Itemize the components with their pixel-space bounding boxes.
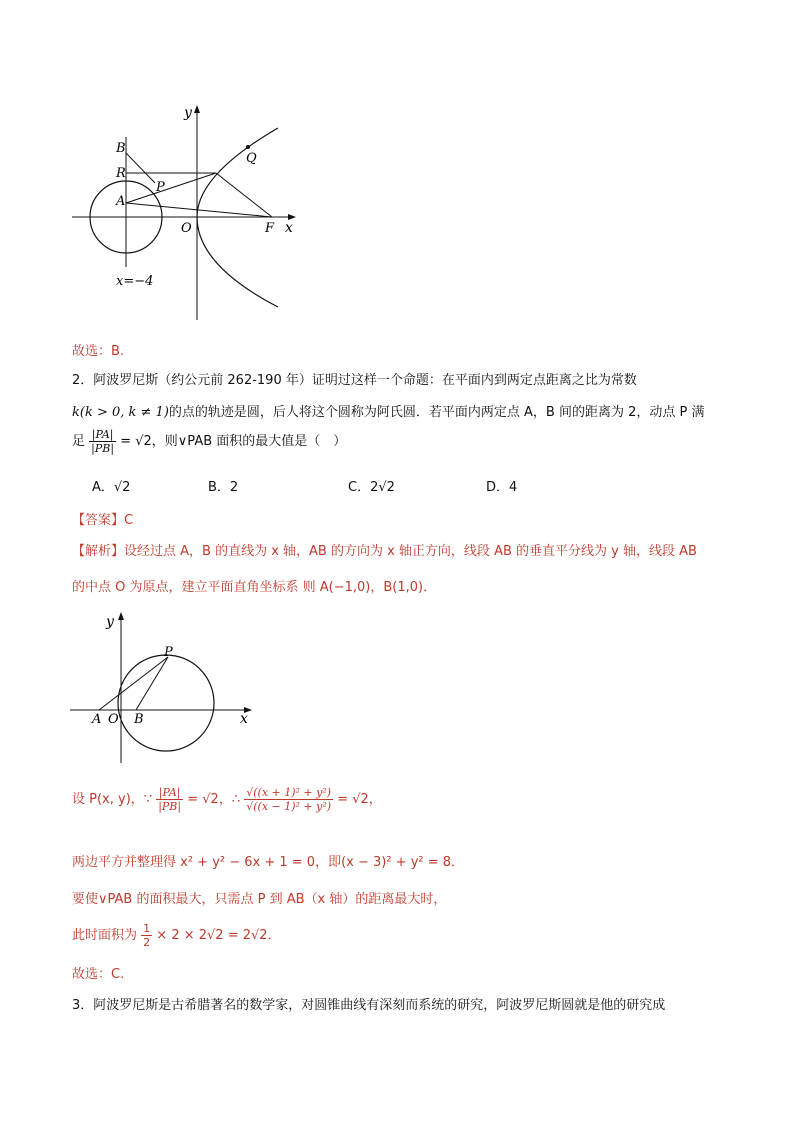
fig2-label-P: P [164,645,173,660]
fig2-label-x: x [240,711,248,727]
q2-line3-suffix: ，则∨PAB 面积的最大值是（ ） [151,434,347,449]
answer-tag: 【答案】C [72,513,134,528]
q2-ratio-eq: = √2 [120,434,152,449]
fig2-label-B: B [134,712,144,727]
label-F: F [265,221,275,236]
label-Q: Q [246,151,257,166]
figure-parabola [60,95,310,325]
derivation-line1 [72,786,382,813]
analysis-line2: 的中点 O 为原点，建立平面直角坐标系 则 A(−1,0)，B(1,0)． [72,580,437,595]
q2-line3 [72,428,346,455]
option-d: D．4 [486,480,518,495]
q2-line2-math: k(k > 0, k ≠ 1) [72,405,169,420]
fig2-label-A: A [92,712,102,727]
label-P: P [156,180,165,195]
ratio-frac-1: $\frac{|PA|}{|PB|}$ [158,786,182,813]
set-p: 设 P(x, y)，∵ [72,792,153,807]
label-O: O [181,221,192,236]
label-directrix: x=−4 [116,274,154,289]
answer-c: 故选：C. [72,967,125,982]
option-c: C．2√2 [348,480,395,495]
half-frac: $\frac{1}{2}$ [143,922,151,949]
q2-line2 [72,401,705,420]
option-b: B．2 [208,480,239,495]
area-suffix: × 2 × 2√2 = 2√2． [156,928,281,943]
fig2-label-y: y [106,614,114,630]
line-max: 要使∨PAB 的面积最大，只需点 P 到 AB（x 轴）的距离最大时， [72,892,447,907]
analysis-line1: 【解析】设经过点 A，B 的直线为 x 轴，AB 的方向为 x 轴正方向，线段 AB 的垂直平分线为 y 轴，线段 AB [72,544,697,559]
q3-line1: 3．阿波罗尼斯是古希腊著名的数学家，对圆锥曲线有深刻而系统的研究，阿波罗尼斯圆就是他的研究成 [72,998,666,1013]
eq1: = √2，∴ [187,792,241,807]
line-area [72,922,281,949]
ratio-frac-2: $\frac{\text{√((x + 1)² + y²)}}{\text{√((x − 1)² + y²)}}$ [246,786,332,813]
option-a: A．√2 [92,480,131,495]
label-A: A [116,194,126,209]
eq2: = √2， [337,792,382,807]
label-x: x [285,220,293,236]
label-R: R [116,166,126,181]
q2-line1: 2．阿波罗尼斯（约公元前 262-190 年）证明过这样一个命题：在平面内到两定点距离之比为常数 [72,373,637,388]
figure-apollonius-circle [66,608,266,766]
area-prefix: 此时面积为 [72,928,138,943]
answer-prev: 故选：B. [72,344,125,359]
q2-line2-text: 的点的轨迹是圆，后人将这个圆称为阿氏圆．若平面内两定点 A，B 间的距离为 2，动点 P 满 [168,405,705,420]
q2-ratio: $\frac{|PA|}{|PB|}$ [91,428,115,455]
label-y: y [184,105,192,121]
q2-line3-prefix: 足 [72,434,86,449]
fig2-label-O: O [108,712,119,727]
line-square: 两边平方并整理得 x² + y² − 6x + 1 = 0，即(x − 3)² + y² = 8． [72,855,465,870]
label-B: B [116,141,126,156]
